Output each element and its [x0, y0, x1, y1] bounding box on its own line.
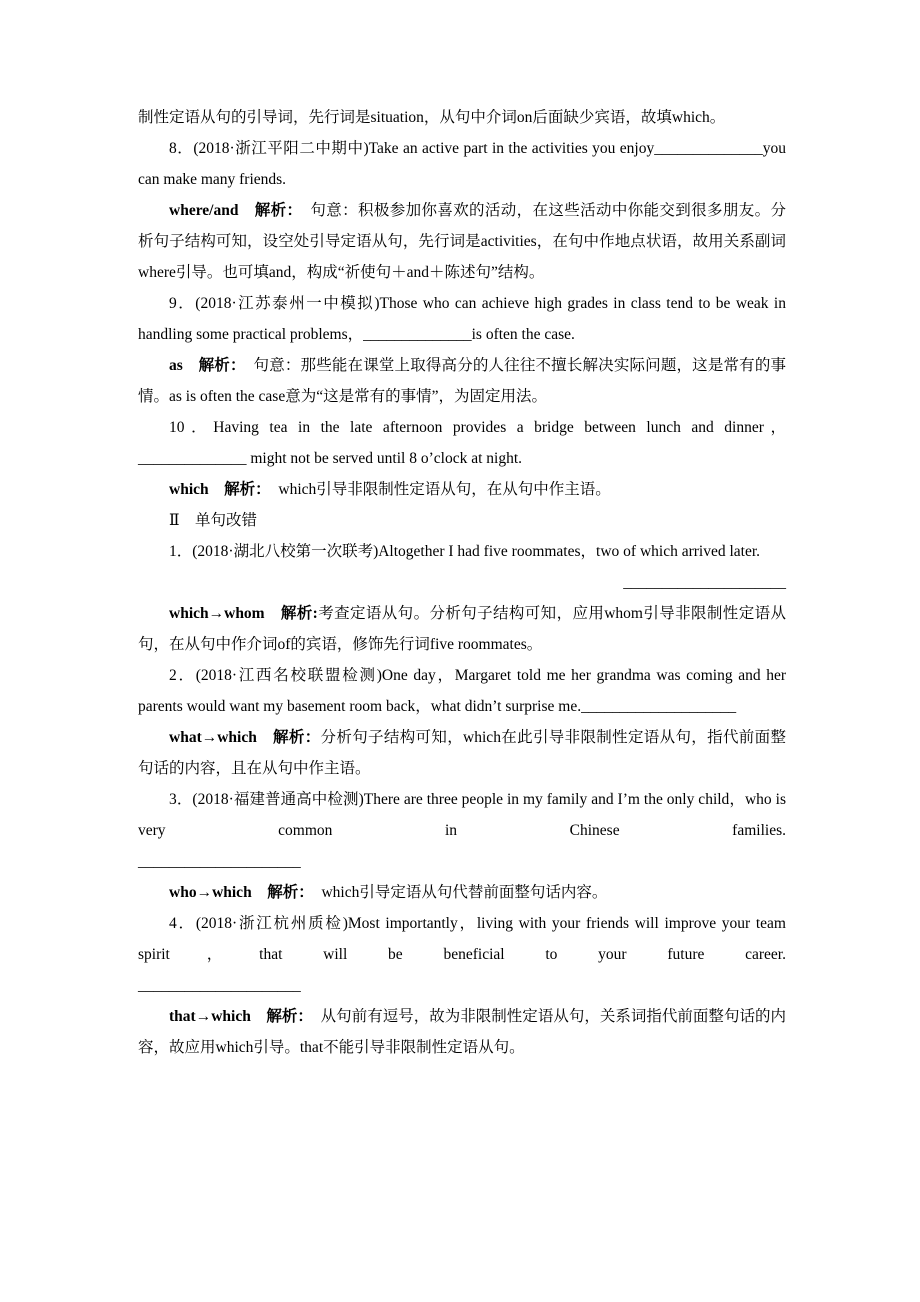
text-run: _____________________: [138, 853, 301, 870]
answer-blank-3: [138, 846, 786, 877]
answer-emphasis-text: 解析：: [273, 729, 321, 746]
text-run: 考查定语从句。分析句子结构可知，应用whom引导非限制性定语从句，在从句中作介词of的宾语，修饰先行词five roommates。: [138, 605, 786, 653]
text-run: [209, 481, 225, 498]
section-heading-2: [138, 505, 786, 536]
answer-emphasis-text: 解析：: [224, 481, 263, 498]
text-run: 句意：那些能在课堂上取得高分的人往往不擅长解决实际问题，这是常有的事情。as is often the case意为“这是常有的事情”，为固定用法。: [138, 357, 786, 405]
answer-9: [138, 350, 786, 412]
question-1: [138, 536, 786, 567]
answer-emphasis-text: who→which: [169, 884, 252, 901]
text-run: 4．(2018·浙江杭州质检)Most importantly，living with your friends will improve your team spirit，that will be beneficial to your future career.: [138, 915, 786, 963]
text-run: 从句前有逗号，故为非限制性定语从句，关系词指代前面整句话的内容，故应用which引导。that不能引导非限制性定语从句。: [138, 1008, 786, 1056]
question-9: [138, 288, 786, 350]
answer-emphasis-text: 解析：: [254, 202, 295, 219]
answer-emphasis-text: 解析：: [266, 1008, 306, 1025]
text-run: 3．(2018·福建普通高中检测)There are three people in my family and I’m the only child，who is very common in Chinese families.: [138, 791, 786, 839]
text-run: 8．(2018·浙江平阳二中期中)Take an active part in the activities you enjoy______________you can make many friends.: [138, 140, 786, 188]
question-10: [138, 412, 786, 474]
answer-blank-1: [138, 567, 786, 598]
text-run: which引导定语从句代替前面整句话内容。: [305, 884, 608, 901]
answer-emphasis-text: 解析:: [280, 605, 318, 622]
answer-emphasis-text: 解析：: [267, 884, 306, 901]
text-run: 9．(2018·江苏泰州一中模拟)Those who can achieve high grades in class tend to be weak in handling some practical problems，______________is often the case.: [138, 295, 786, 343]
answer-emphasis-text: that→which: [169, 1008, 251, 1025]
text-run: Ⅱ 单句改错: [169, 512, 258, 529]
text-run: [265, 605, 281, 622]
text-run: [238, 202, 254, 219]
text-run: 制性定语从句的引导词，先行词是situation，从句中介词on后面缺少宾语，故填which。: [138, 109, 726, 126]
answer-emphasis-text: what→which: [169, 729, 257, 746]
text-run: _____________________: [623, 574, 786, 591]
question-8: [138, 133, 786, 195]
answer-4: [138, 1001, 786, 1063]
text-run: [183, 357, 199, 374]
text-run: _____________________: [138, 977, 301, 994]
text-run: 10．Having tea in the late afternoon provides a bridge between lunch and dinner，______________ might not be served until 8 o’clock at night.: [138, 419, 786, 467]
text-run: 句意：积极参加你喜欢的活动，在这些活动中你能交到很多朋友。分析句子结构可知，设空处引导定语从句，先行词是activities，在句中作地点状语，故用关系副词where引导。也可填and，构成“祈使句＋and＋陈述句”结构。: [138, 202, 786, 281]
text-run: 1．(2018·湖北八校第一次联考)Altogether I had five roommates，two of which arrived later.: [169, 543, 761, 560]
text-run: [257, 729, 273, 746]
answer-2: [138, 722, 786, 784]
question-4: [138, 908, 786, 970]
answer-emphasis-text: which: [169, 481, 209, 498]
answer-8: [138, 195, 786, 288]
question-3: [138, 784, 786, 846]
answer-3: [138, 877, 786, 908]
text-run: which引导非限制性定语从句，在从句中作主语。: [262, 481, 611, 498]
answer-blank-4: [138, 970, 786, 1001]
answer-1: [138, 598, 786, 660]
answer-10: [138, 474, 786, 505]
explanation-continued: [138, 102, 786, 133]
question-2: [138, 660, 786, 722]
text-run: 分析句子结构可知，which在此引导非限制性定语从句，指代前面整句话的内容，且在从句中作主语。: [138, 729, 786, 777]
answer-emphasis-text: which→whom: [169, 605, 265, 622]
answer-emphasis-text: where/and: [169, 202, 239, 219]
text-run: 2．(2018·江西名校联盟检测)One day，Margaret told me her grandma was coming and her parents would want my basement room back，what didn’t surprise me.____________________: [138, 667, 786, 715]
text-run: [251, 1008, 267, 1025]
answer-emphasis-text: 解析：: [198, 357, 238, 374]
text-run: [252, 884, 268, 901]
answer-emphasis-text: as: [169, 357, 183, 374]
